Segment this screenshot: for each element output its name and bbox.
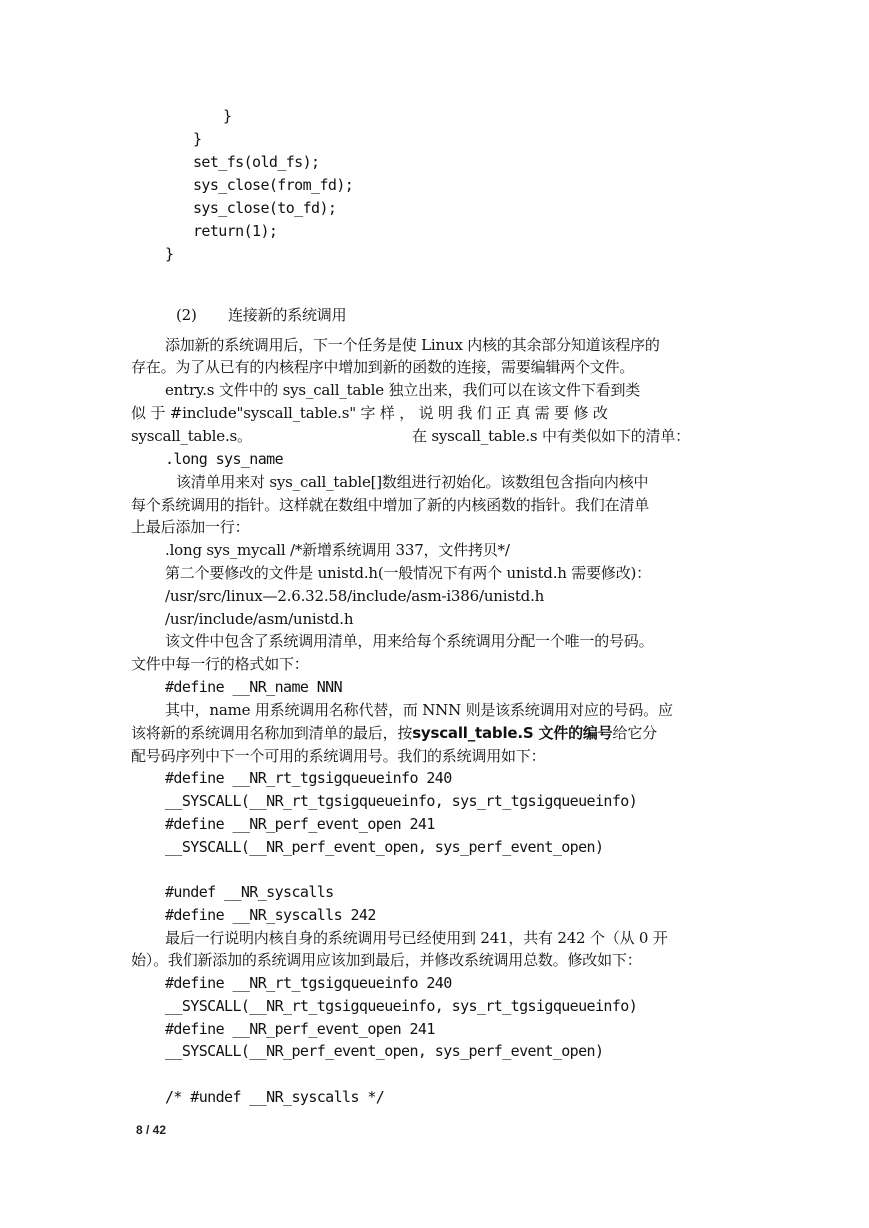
code-line: __SYSCALL(__NR_perf_event_open, sys_perf_event_open) — [165, 1042, 604, 1060]
paragraph-line: 其中，name 用系统调用名称代替，而 NNN 则是该系统调用对应的号码。应 — [165, 701, 673, 719]
code-line: #define __NR_perf_event_open 241 — [165, 1020, 435, 1038]
code-line: } — [193, 130, 202, 148]
paragraph-line: syscall_table.s。 — [131, 427, 252, 445]
code-line: .long sys_mycall /*新增系统调用 337，文件拷贝*/ — [165, 541, 510, 559]
code-line: sys_close(to_fd); — [193, 199, 337, 217]
paragraph-line: 添加新的系统调用后，下一个任务是使 Linux 内核的其余部分知道该程序的 — [165, 336, 660, 354]
code-line: /* #undef __NR_syscalls */ — [165, 1088, 385, 1106]
code-line: #define __NR_perf_event_open 241 — [165, 815, 435, 833]
paragraph-line: 文件中每一行的格式如下： — [131, 655, 309, 673]
paragraph-text: 该将新的系统调用名称加到清单的最后，按 — [131, 724, 413, 742]
code-line: #define __NR_syscalls 242 — [165, 906, 376, 924]
paragraph-line: 最后一行说明内核自身的系统调用号已经使用到 241，共有 242 个（从 0 开 — [165, 929, 668, 947]
code-line: sys_close(from_fd); — [193, 176, 354, 194]
paragraph-line: 上最后添加一行： — [131, 518, 250, 536]
code-line: __SYSCALL(__NR_perf_event_open, sys_perf_event_open) — [165, 838, 604, 856]
paragraph-text: 给它分 — [612, 724, 657, 742]
path-line: /usr/include/asm/unistd.h — [165, 610, 354, 628]
code-line: } — [223, 107, 232, 125]
code-line: set_fs(old_fs); — [193, 153, 320, 171]
path-line: /usr/src/linux—2.6.32.58/include/asm-i386/unistd.h — [165, 587, 545, 605]
code-line: #define __NR_rt_tgsigqueueinfo 240 — [165, 769, 452, 787]
page-number: 8 / 42 — [136, 1123, 167, 1137]
paragraph-line: 配号码序列中下一个可用的系统调用号。我们的系统调用如下： — [131, 747, 546, 765]
paragraph-line: 第二个要修改的文件是 unistd.h(一般情况下有两个 unistd.h 需要修改)： — [165, 564, 651, 582]
paragraph-line: 似 于 #include"syscall_table.s" 字 样 ， 说 明 我 们 正 真 需 要 修 改 — [131, 404, 608, 422]
code-line: #define __NR_name NNN — [165, 678, 343, 696]
code-line: return(1); — [193, 222, 278, 240]
code-line: } — [165, 245, 174, 263]
paragraph-line: entry.s 文件中的 sys_call_table 独立出来，我们可以在该文件下看到类 — [165, 381, 641, 399]
code-line: .long sys_name — [165, 450, 284, 468]
section-number: (2) — [176, 306, 197, 324]
paragraph-line: 在 syscall_table.s 中有类似如下的清单： — [412, 427, 690, 445]
paragraph-line: 该清单用来对 sys_call_table[]数组进行初始化。该数组包含指向内核中 — [176, 473, 649, 491]
paragraph-line: 该文件中包含了系统调用清单，用来给每个系统调用分配一个唯一的号码。 — [165, 632, 654, 650]
code-line: #undef __NR_syscalls — [165, 883, 334, 901]
section-title: 连接新的系统调用 — [228, 306, 347, 324]
bold-text: syscall_table.S 文件的编号 — [412, 724, 613, 742]
paragraph-line: 始）。我们新添加的系统调用应该加到最后，并修改系统调用总数。修改如下： — [131, 951, 642, 969]
paragraph-line — [131, 723, 657, 743]
code-line: __SYSCALL(__NR_rt_tgsigqueueinfo, sys_rt_tgsigqueueinfo) — [165, 997, 638, 1015]
paragraph-line: 每个系统调用的指针。这样就在数组中增加了新的内核函数的指针。我们在清单 — [131, 496, 650, 514]
paragraph-line: 存在。为了从已有的内核程序中增加到新的函数的连接，需要编辑两个文件。 — [131, 358, 635, 376]
code-line: #define __NR_rt_tgsigqueueinfo 240 — [165, 974, 452, 992]
code-line: __SYSCALL(__NR_rt_tgsigqueueinfo, sys_rt_tgsigqueueinfo) — [165, 792, 638, 810]
